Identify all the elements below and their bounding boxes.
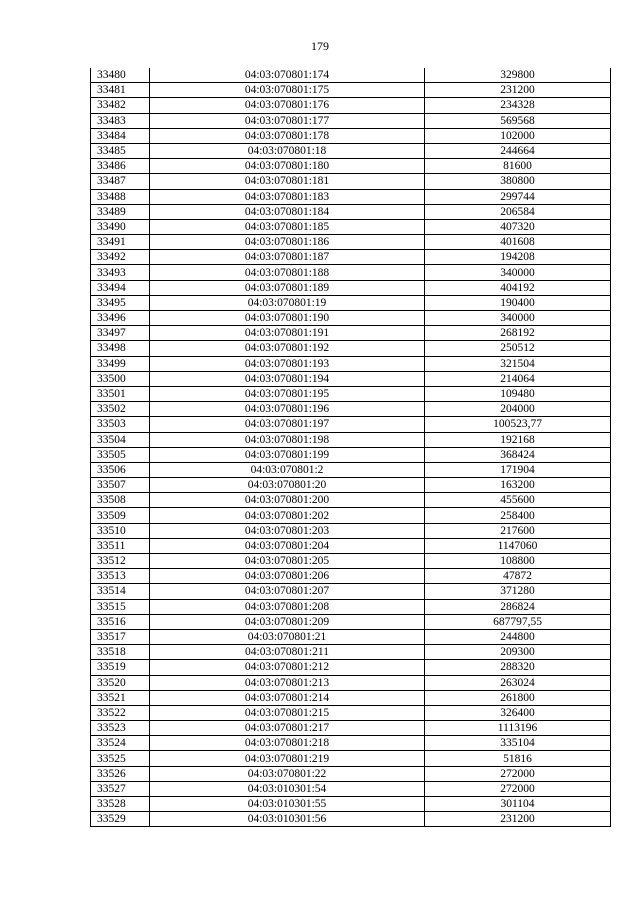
row-number-cell: 33508 [91, 493, 150, 508]
cadastral-number-cell: 04:03:070801:186 [150, 235, 425, 250]
row-number-cell: 33511 [91, 538, 150, 553]
value-cell: 569568 [425, 113, 611, 128]
row-number-cell: 33525 [91, 751, 150, 766]
row-number-cell: 33489 [91, 204, 150, 219]
table-row [91, 538, 611, 553]
row-number-cell: 33518 [91, 645, 150, 660]
cadastral-number-cell: 04:03:070801:184 [150, 204, 425, 219]
table-row [91, 614, 611, 629]
cadastral-number-cell: 04:03:070801:211 [150, 645, 425, 660]
row-number-cell: 33492 [91, 250, 150, 265]
cadastral-number-cell: 04:03:070801:218 [150, 736, 425, 751]
value-cell: 209300 [425, 645, 611, 660]
table-row [91, 797, 611, 812]
cadastral-number-cell: 04:03:070801:174 [150, 68, 425, 83]
value-cell: 231200 [425, 812, 611, 827]
cadastral-number-cell: 04:03:070801:204 [150, 538, 425, 553]
row-number-cell: 33491 [91, 235, 150, 250]
cadastral-number-cell: 04:03:070801:214 [150, 690, 425, 705]
row-number-cell: 33500 [91, 371, 150, 386]
cadastral-number-cell: 04:03:070801:185 [150, 219, 425, 234]
cadastral-number-cell: 04:03:070801:205 [150, 554, 425, 569]
cadastral-number-cell: 04:03:070801:207 [150, 584, 425, 599]
row-number-cell: 33521 [91, 690, 150, 705]
cadastral-number-cell: 04:03:070801:191 [150, 326, 425, 341]
value-cell: 1113196 [425, 721, 611, 736]
cadastral-number-cell: 04:03:070801:187 [150, 250, 425, 265]
value-cell: 368424 [425, 447, 611, 462]
row-number-cell: 33498 [91, 341, 150, 356]
table-row [91, 599, 611, 614]
cadastral-number-cell: 04:03:070801:208 [150, 599, 425, 614]
row-number-cell: 33482 [91, 98, 150, 113]
value-cell: 244664 [425, 143, 611, 158]
table-row [91, 584, 611, 599]
cadastral-number-cell: 04:03:070801:203 [150, 523, 425, 538]
value-cell: 204000 [425, 402, 611, 417]
row-number-cell: 33522 [91, 705, 150, 720]
row-number-cell: 33516 [91, 614, 150, 629]
table-row [91, 751, 611, 766]
cadastral-number-cell: 04:03:070801:20 [150, 478, 425, 493]
row-number-cell: 33486 [91, 159, 150, 174]
value-cell: 217600 [425, 523, 611, 538]
table-row [91, 265, 611, 280]
cadastral-number-cell: 04:03:070801:217 [150, 721, 425, 736]
cadastral-number-cell: 04:03:070801:2 [150, 462, 425, 477]
table-row [91, 356, 611, 371]
table-row [91, 98, 611, 113]
cadastral-number-cell: 04:03:070801:197 [150, 417, 425, 432]
table-row [91, 736, 611, 751]
row-number-cell: 33523 [91, 721, 150, 736]
value-cell: 81600 [425, 159, 611, 174]
value-cell: 261800 [425, 690, 611, 705]
value-cell: 380800 [425, 174, 611, 189]
value-cell: 51816 [425, 751, 611, 766]
row-number-cell: 33528 [91, 797, 150, 812]
table-row [91, 280, 611, 295]
value-cell: 190400 [425, 295, 611, 310]
value-cell: 272000 [425, 766, 611, 781]
value-cell: 371280 [425, 584, 611, 599]
value-cell: 299744 [425, 189, 611, 204]
table-row [91, 690, 611, 705]
row-number-cell: 33487 [91, 174, 150, 189]
table-row [91, 83, 611, 98]
value-cell: 687797,55 [425, 614, 611, 629]
row-number-cell: 33484 [91, 128, 150, 143]
cadastral-number-cell: 04:03:070801:178 [150, 128, 425, 143]
row-number-cell: 33517 [91, 629, 150, 644]
row-number-cell: 33503 [91, 417, 150, 432]
cadastral-number-cell: 04:03:010301:54 [150, 781, 425, 796]
value-cell: 401608 [425, 235, 611, 250]
table-row [91, 113, 611, 128]
table-row [91, 812, 611, 827]
cadastral-number-cell: 04:03:070801:180 [150, 159, 425, 174]
table-row [91, 235, 611, 250]
value-cell: 329800 [425, 68, 611, 83]
table-row [91, 705, 611, 720]
table-row [91, 447, 611, 462]
cadastral-number-cell: 04:03:070801:199 [150, 447, 425, 462]
row-number-cell: 33497 [91, 326, 150, 341]
table-row [91, 523, 611, 538]
row-number-cell: 33529 [91, 812, 150, 827]
cadastral-number-cell: 04:03:010301:55 [150, 797, 425, 812]
table-row [91, 68, 611, 83]
table-row [91, 295, 611, 310]
row-number-cell: 33507 [91, 478, 150, 493]
cadastral-number-cell: 04:03:070801:190 [150, 311, 425, 326]
row-number-cell: 33520 [91, 675, 150, 690]
cadastral-number-cell: 04:03:070801:194 [150, 371, 425, 386]
value-cell: 301104 [425, 797, 611, 812]
value-cell: 192168 [425, 432, 611, 447]
registry-table [90, 68, 611, 827]
row-number-cell: 33494 [91, 280, 150, 295]
cadastral-number-cell: 04:03:070801:181 [150, 174, 425, 189]
cadastral-number-cell: 04:03:070801:176 [150, 98, 425, 113]
value-cell: 326400 [425, 705, 611, 720]
table-row [91, 250, 611, 265]
table-row [91, 311, 611, 326]
row-number-cell: 33490 [91, 219, 150, 234]
value-cell: 263024 [425, 675, 611, 690]
table-row [91, 645, 611, 660]
cadastral-number-cell: 04:03:070801:195 [150, 386, 425, 401]
value-cell: 340000 [425, 311, 611, 326]
row-number-cell: 33485 [91, 143, 150, 158]
table-row [91, 417, 611, 432]
cadastral-number-cell: 04:03:070801:209 [150, 614, 425, 629]
cadastral-number-cell: 04:03:070801:188 [150, 265, 425, 280]
table-row [91, 386, 611, 401]
table-row [91, 341, 611, 356]
row-number-cell: 33488 [91, 189, 150, 204]
value-cell: 214064 [425, 371, 611, 386]
row-number-cell: 33499 [91, 356, 150, 371]
value-cell: 100523,77 [425, 417, 611, 432]
value-cell: 455600 [425, 493, 611, 508]
table-row [91, 159, 611, 174]
registry-table-body [91, 68, 611, 827]
value-cell: 335104 [425, 736, 611, 751]
cadastral-number-cell: 04:03:070801:213 [150, 675, 425, 690]
table-row [91, 721, 611, 736]
cadastral-number-cell: 04:03:070801:193 [150, 356, 425, 371]
table-row [91, 629, 611, 644]
cadastral-number-cell: 04:03:070801:177 [150, 113, 425, 128]
table-row [91, 432, 611, 447]
row-number-cell: 33496 [91, 311, 150, 326]
table-row [91, 478, 611, 493]
table-row [91, 143, 611, 158]
cadastral-number-cell: 04:03:070801:196 [150, 402, 425, 417]
table-row [91, 402, 611, 417]
cadastral-number-cell: 04:03:070801:21 [150, 629, 425, 644]
value-cell: 1147060 [425, 538, 611, 553]
table-row [91, 326, 611, 341]
cadastral-number-cell: 04:03:070801:219 [150, 751, 425, 766]
cadastral-number-cell: 04:03:070801:215 [150, 705, 425, 720]
table-row [91, 371, 611, 386]
value-cell: 163200 [425, 478, 611, 493]
cadastral-number-cell: 04:03:070801:189 [150, 280, 425, 295]
value-cell: 258400 [425, 508, 611, 523]
table-row [91, 508, 611, 523]
value-cell: 102000 [425, 128, 611, 143]
page-number: 179 [311, 39, 329, 53]
row-number-cell: 33506 [91, 462, 150, 477]
row-number-cell: 33480 [91, 68, 150, 83]
value-cell: 272000 [425, 781, 611, 796]
row-number-cell: 33515 [91, 599, 150, 614]
value-cell: 231200 [425, 83, 611, 98]
value-cell: 108800 [425, 554, 611, 569]
row-number-cell: 33526 [91, 766, 150, 781]
cadastral-number-cell: 04:03:070801:183 [150, 189, 425, 204]
row-number-cell: 33502 [91, 402, 150, 417]
cadastral-number-cell: 04:03:070801:19 [150, 295, 425, 310]
table-row [91, 781, 611, 796]
value-cell: 404192 [425, 280, 611, 295]
table-row [91, 554, 611, 569]
row-number-cell: 33512 [91, 554, 150, 569]
row-number-cell: 33483 [91, 113, 150, 128]
value-cell: 194208 [425, 250, 611, 265]
value-cell: 250512 [425, 341, 611, 356]
row-number-cell: 33504 [91, 432, 150, 447]
row-number-cell: 33493 [91, 265, 150, 280]
cadastral-number-cell: 04:03:070801:200 [150, 493, 425, 508]
table-row [91, 174, 611, 189]
value-cell: 407320 [425, 219, 611, 234]
cadastral-number-cell: 04:03:010301:56 [150, 812, 425, 827]
cadastral-number-cell: 04:03:070801:206 [150, 569, 425, 584]
value-cell: 109480 [425, 386, 611, 401]
row-number-cell: 33513 [91, 569, 150, 584]
value-cell: 171904 [425, 462, 611, 477]
table-row [91, 128, 611, 143]
cadastral-number-cell: 04:03:070801:198 [150, 432, 425, 447]
row-number-cell: 33527 [91, 781, 150, 796]
cadastral-number-cell: 04:03:070801:175 [150, 83, 425, 98]
value-cell: 234328 [425, 98, 611, 113]
cadastral-number-cell: 04:03:070801:212 [150, 660, 425, 675]
value-cell: 268192 [425, 326, 611, 341]
value-cell: 47872 [425, 569, 611, 584]
row-number-cell: 33519 [91, 660, 150, 675]
value-cell: 286824 [425, 599, 611, 614]
value-cell: 206584 [425, 204, 611, 219]
row-number-cell: 33514 [91, 584, 150, 599]
table-row [91, 660, 611, 675]
table-row [91, 219, 611, 234]
row-number-cell: 33495 [91, 295, 150, 310]
table-row [91, 766, 611, 781]
row-number-cell: 33505 [91, 447, 150, 462]
table-row [91, 493, 611, 508]
table-row [91, 675, 611, 690]
row-number-cell: 33509 [91, 508, 150, 523]
cadastral-number-cell: 04:03:070801:22 [150, 766, 425, 781]
cadastral-number-cell: 04:03:070801:18 [150, 143, 425, 158]
table-row [91, 204, 611, 219]
value-cell: 288320 [425, 660, 611, 675]
table-row [91, 569, 611, 584]
row-number-cell: 33510 [91, 523, 150, 538]
row-number-cell: 33481 [91, 83, 150, 98]
cadastral-number-cell: 04:03:070801:202 [150, 508, 425, 523]
row-number-cell: 33501 [91, 386, 150, 401]
table-row [91, 462, 611, 477]
value-cell: 340000 [425, 265, 611, 280]
value-cell: 244800 [425, 629, 611, 644]
cadastral-number-cell: 04:03:070801:192 [150, 341, 425, 356]
row-number-cell: 33524 [91, 736, 150, 751]
value-cell: 321504 [425, 356, 611, 371]
table-row [91, 189, 611, 204]
